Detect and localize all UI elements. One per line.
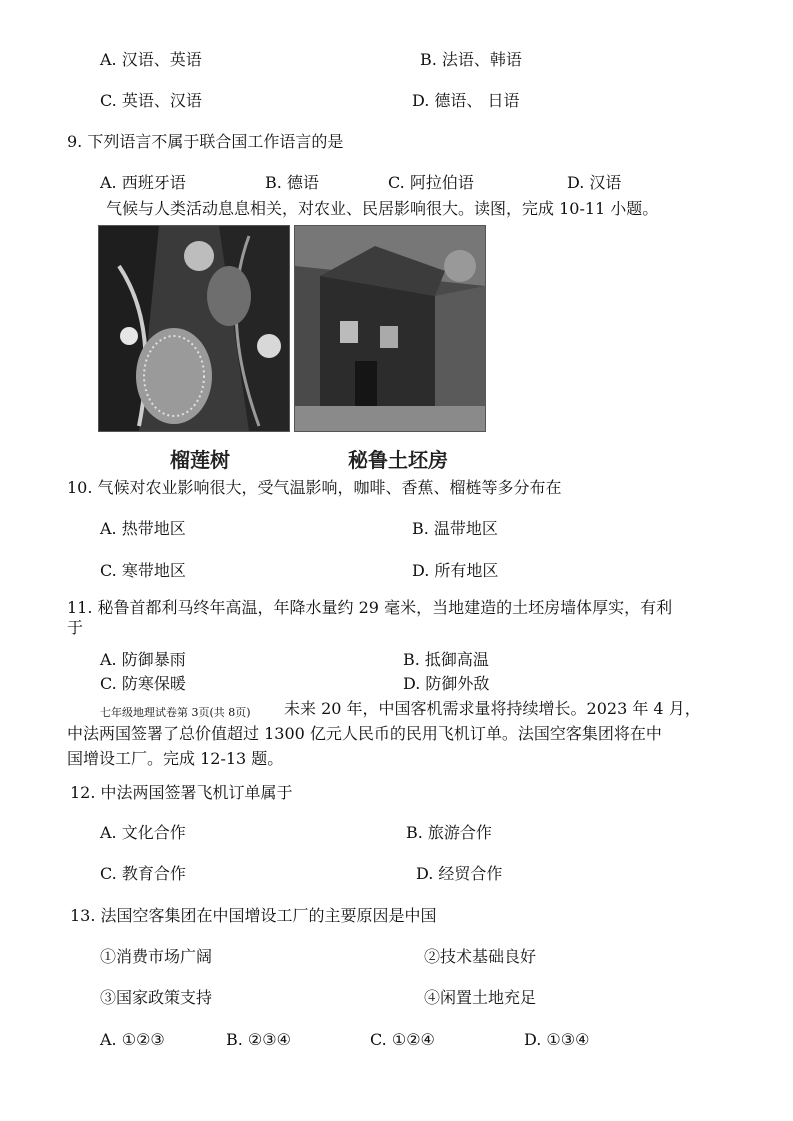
q10-stem: 10. 气候对农业影响很大，受气温影响，咖啡、香蕉、榴梿等多分布在 — [67, 478, 562, 497]
q11-option-d: D. 防御外敌 — [403, 674, 490, 693]
q11-stem-line2: 于 — [67, 618, 84, 637]
q11-option-c: C. 防寒保暖 — [100, 674, 186, 693]
durian-tree-photo — [98, 225, 290, 432]
peru-adobe-house-photo — [294, 225, 486, 432]
q9-option-c: C. 阿拉伯语 — [388, 173, 474, 192]
q9-option-a: A. 西班牙语 — [100, 173, 186, 192]
intro-12-13-line2: 中法两国签署了总价值超过 1300 亿元人民币的民用飞机订单。法国空客集团将在中 — [67, 724, 662, 743]
q13-option-d: D. ①③④ — [524, 1030, 590, 1049]
q8-option-c: C. 英语、汉语 — [100, 91, 202, 110]
q13-option-c: C. ①②④ — [370, 1030, 435, 1049]
q13-statement-1: ①消费市场广阔 — [100, 947, 213, 966]
q13-statement-4: ④闲置土地充足 — [424, 988, 537, 1007]
q13-statement-3: ③国家政策支持 — [100, 988, 213, 1007]
peru-adobe-house-caption: 秘鲁土坯房 — [348, 448, 448, 472]
q10-option-a: A. 热带地区 — [100, 519, 186, 538]
q8-option-a: A. 汉语、英语 — [100, 50, 202, 69]
q13-option-a: A. ①②③ — [100, 1030, 165, 1049]
q9-stem: 9. 下列语言不属于联合国工作语言的是 — [67, 132, 344, 151]
intro-10-11: 气候与人类活动息息相关，对农业、民居影响很大。读图，完成 10-11 小题。 — [106, 199, 659, 218]
q10-option-b: B. 温带地区 — [412, 519, 498, 538]
q11-option-b: B. 抵御高温 — [403, 650, 489, 669]
q12-option-b: B. 旅游合作 — [406, 823, 492, 842]
q13-statement-2: ②技术基础良好 — [424, 947, 537, 966]
q11-stem-line1: 11. 秘鲁首都利马终年高温，年降水量约 29 毫米，当地建造的土坯房墙体厚实，有利 — [67, 598, 673, 617]
q13-option-b: B. ②③④ — [226, 1030, 291, 1049]
q11-option-a: A. 防御暴雨 — [100, 650, 186, 669]
q8-option-b: B. 法语、韩语 — [420, 50, 522, 69]
intro-12-13-line1: 未来 20 年，中国客机需求量将持续增长。2023 年 4 月， — [284, 699, 701, 718]
q12-option-c: C. 教育合作 — [100, 864, 186, 883]
intro-12-13-line3: 国增设工厂。完成 12-13 题。 — [67, 749, 284, 768]
q9-option-d: D. 汉语 — [567, 173, 622, 192]
q10-option-d: D. 所有地区 — [412, 561, 499, 580]
durian-tree-caption: 榴莲树 — [170, 448, 230, 472]
q13-stem: 13. 法国空客集团在中国增设工厂的主要原因是中国 — [70, 906, 437, 925]
q10-option-c: C. 寒带地区 — [100, 561, 186, 580]
q12-option-a: A. 文化合作 — [100, 823, 186, 842]
page-footer: 七年级地理试卷第 3页(共 8页) — [100, 706, 251, 719]
q8-option-d: D. 德语、 日语 — [412, 91, 520, 110]
q12-option-d: D. 经贸合作 — [416, 864, 503, 883]
q9-option-b: B. 德语 — [265, 173, 319, 192]
q12-stem: 12. 中法两国签署飞机订单属于 — [70, 783, 293, 802]
